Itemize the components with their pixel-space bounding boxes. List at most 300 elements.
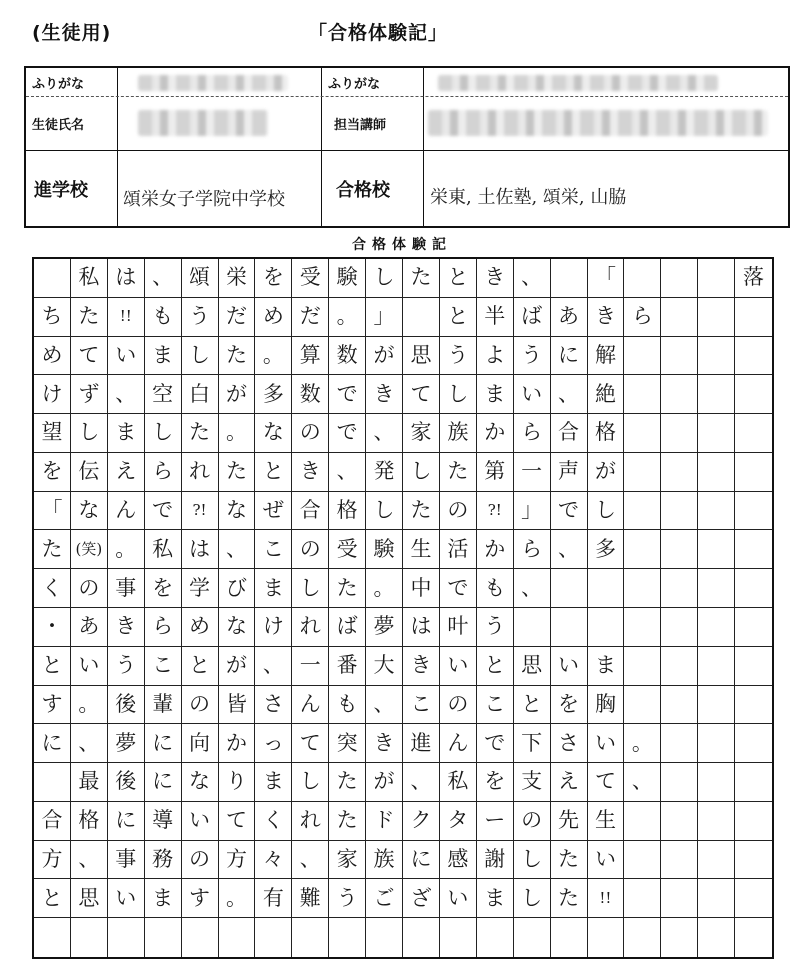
grid-cell: ぜ (255, 492, 292, 531)
grid-cell: 声 (551, 453, 588, 492)
grid-cell: と (34, 879, 71, 918)
grid-cell: と (34, 647, 71, 686)
grid-cell: に (403, 841, 440, 880)
grid-cell: う (514, 337, 551, 376)
grid-cell: は (403, 608, 440, 647)
grid-cell (698, 686, 735, 725)
grid-cell: ば (514, 298, 551, 337)
grid-cell: 伝 (71, 453, 108, 492)
grid-cell: に (108, 802, 145, 841)
grid-cell: 活 (440, 530, 477, 569)
grid-cell: 、 (71, 724, 108, 763)
grid-cell: 発 (366, 453, 403, 492)
grid-cell: 。 (71, 686, 108, 725)
grid-cell (366, 918, 403, 957)
grid-cell (698, 414, 735, 453)
grid-cell (514, 608, 551, 647)
grid-cell: と (440, 259, 477, 298)
manuscript-grid (32, 257, 774, 959)
grid-cell: が (366, 763, 403, 802)
divider (117, 68, 118, 226)
grid-cell: 受 (292, 259, 329, 298)
grid-cell: が (219, 375, 256, 414)
grid-cell: 方 (219, 841, 256, 880)
grid-cell (735, 298, 772, 337)
grid-cell: 受 (329, 530, 366, 569)
grid-cell: し (366, 492, 403, 531)
grid-cell: ・ (34, 608, 71, 647)
grid-cell: か (477, 414, 514, 453)
grid-cell: て (292, 724, 329, 763)
grid-cell: で (477, 724, 514, 763)
grid-cell (698, 763, 735, 802)
grid-cell: と (440, 298, 477, 337)
grid-cell: 。 (219, 879, 256, 918)
grid-cell (698, 375, 735, 414)
grid-cell (661, 763, 698, 802)
grid-cell: 生 (403, 530, 440, 569)
grid-cell: か (219, 724, 256, 763)
grid-cell: 有 (255, 879, 292, 918)
grid-cell (698, 608, 735, 647)
grid-cell: 事 (108, 841, 145, 880)
grid-cell (698, 879, 735, 918)
grid-cell: き (292, 453, 329, 492)
grid-cell: 族 (440, 414, 477, 453)
grid-cell: き (108, 608, 145, 647)
grid-cell: し (514, 879, 551, 918)
grid-cell (329, 918, 366, 957)
grid-cell: 。 (219, 414, 256, 453)
grid-cell (735, 647, 772, 686)
grid-cell: ま (145, 879, 182, 918)
grid-cell (735, 608, 772, 647)
grid-cell: 番 (329, 647, 366, 686)
grid-cell: を (551, 686, 588, 725)
grid-cell: の (440, 492, 477, 531)
grid-cell: ん (108, 492, 145, 531)
grid-cell: 数 (292, 375, 329, 414)
grid-cell: ま (477, 375, 514, 414)
grid-cell: 多 (255, 375, 292, 414)
grid-cell (624, 569, 661, 608)
grid-cell (34, 259, 71, 298)
grid-cell: に (34, 724, 71, 763)
grid-cell: し (440, 375, 477, 414)
grid-cell: は (108, 259, 145, 298)
grid-cell: め (34, 337, 71, 376)
grid-cell: て (71, 337, 108, 376)
grid-cell: か (477, 530, 514, 569)
grid-cell (661, 879, 698, 918)
grid-cell: て (219, 802, 256, 841)
grid-cell: 事 (108, 569, 145, 608)
grid-cell: 格 (588, 414, 625, 453)
grid-cell: こ (477, 686, 514, 725)
grid-cell: こ (145, 647, 182, 686)
grid-cell: え (551, 763, 588, 802)
grid-cell: い (588, 724, 625, 763)
grid-cell: 夢 (366, 608, 403, 647)
grid-cell: 験 (329, 259, 366, 298)
grid-cell: 、 (514, 569, 551, 608)
grid-cell (735, 453, 772, 492)
grid-cell: 」 (366, 298, 403, 337)
grid-cell: 、 (403, 763, 440, 802)
grid-cell (588, 608, 625, 647)
grid-cell: に (145, 763, 182, 802)
grid-cell (551, 259, 588, 298)
grid-cell: も (477, 569, 514, 608)
divider (321, 68, 322, 226)
grid-cell (735, 414, 772, 453)
grid-cell (34, 918, 71, 957)
grid-cell: 算 (292, 337, 329, 376)
grid-cell: 族 (366, 841, 403, 880)
grid-cell: も (145, 298, 182, 337)
grid-cell: 、 (514, 259, 551, 298)
grid-cell (735, 802, 772, 841)
grid-cell (735, 879, 772, 918)
grid-cell: 落 (735, 259, 772, 298)
grid-cell (735, 763, 772, 802)
grid-cell: 下 (514, 724, 551, 763)
grid-cell: し (71, 414, 108, 453)
grid-cell: い (588, 841, 625, 880)
grid-cell (182, 918, 219, 957)
grid-cell: さ (255, 686, 292, 725)
grid-cell: 中 (403, 569, 440, 608)
grid-cell: 合 (292, 492, 329, 531)
redacted-teacher-furigana (438, 75, 718, 91)
grid-cell (71, 918, 108, 957)
grid-cell: こ (255, 530, 292, 569)
grid-cell (735, 724, 772, 763)
grid-cell: し (292, 569, 329, 608)
grid-cell (735, 530, 772, 569)
grid-cell (661, 841, 698, 880)
grid-cell: た (182, 414, 219, 453)
grid-cell: た (329, 763, 366, 802)
grid-cell: 合 (34, 802, 71, 841)
grid-cell: 難 (292, 879, 329, 918)
grid-cell: け (34, 375, 71, 414)
grid-cell: く (34, 569, 71, 608)
grid-cell: ち (34, 298, 71, 337)
grid-cell: た (551, 879, 588, 918)
grid-cell: が (219, 647, 256, 686)
grid-cell: に (145, 724, 182, 763)
grid-cell: き (366, 375, 403, 414)
grid-cell (551, 608, 588, 647)
grid-cell: き (403, 647, 440, 686)
grid-cell (624, 647, 661, 686)
grid-cell: し (514, 841, 551, 880)
student-name-label: 生徒氏名 (32, 117, 85, 133)
grid-cell (624, 841, 661, 880)
grid-cell: 一 (514, 453, 551, 492)
grid-cell (698, 298, 735, 337)
document-title: 「合格体験記」 (308, 22, 449, 44)
grid-cell: 、 (108, 375, 145, 414)
grid-cell: し (366, 259, 403, 298)
furigana-label: ふりがな (32, 76, 85, 92)
grid-cell: ま (477, 879, 514, 918)
grid-cell: 白 (182, 375, 219, 414)
grid-cell (735, 686, 772, 725)
grid-cell: と (255, 453, 292, 492)
grid-cell: 務 (145, 841, 182, 880)
grid-cell: 後 (108, 686, 145, 725)
grid-cell: ド (366, 802, 403, 841)
grid-cell: 格 (71, 802, 108, 841)
grid-cell: て (588, 763, 625, 802)
grid-cell: よ (477, 337, 514, 376)
grid-cell: タ (440, 802, 477, 841)
grid-cell: 私 (440, 763, 477, 802)
grid-cell: 先 (551, 802, 588, 841)
teacher-label: 担当講師 (334, 117, 387, 133)
grid-cell: な (182, 763, 219, 802)
grid-cell (661, 647, 698, 686)
grid-cell (624, 802, 661, 841)
grid-cell: 思 (403, 337, 440, 376)
grid-cell: ご (366, 879, 403, 918)
grid-cell: 絶 (588, 375, 625, 414)
grid-cell: て (403, 375, 440, 414)
grid-cell: 、 (71, 841, 108, 880)
grid-cell (698, 724, 735, 763)
grid-cell: 、 (329, 453, 366, 492)
grid-cell: き (366, 724, 403, 763)
grid-cell: 生 (588, 802, 625, 841)
grid-cell: び (219, 569, 256, 608)
grid-cell: は (182, 530, 219, 569)
grid-cell: で (145, 492, 182, 531)
grid-cell: 私 (145, 530, 182, 569)
grid-cell (292, 918, 329, 957)
grid-cell: め (255, 298, 292, 337)
grid-cell: す (34, 686, 71, 725)
grid-cell: た (403, 259, 440, 298)
grid-cell (735, 569, 772, 608)
grid-cell: 方 (34, 841, 71, 880)
grid-cell: 望 (34, 414, 71, 453)
grid-cell (735, 841, 772, 880)
grid-cell: 合 (551, 414, 588, 453)
grid-cell (735, 375, 772, 414)
grid-cell (551, 918, 588, 957)
grid-cell: ら (145, 608, 182, 647)
grid-cell: し (403, 453, 440, 492)
grid-cell: の (292, 414, 329, 453)
grid-cell: た (71, 298, 108, 337)
grid-cell: な (71, 492, 108, 531)
grid-cell (661, 453, 698, 492)
grid-cell: 、 (551, 375, 588, 414)
grid-cell: 突 (329, 724, 366, 763)
grid-cell (661, 259, 698, 298)
grid-cell: れ (182, 453, 219, 492)
grid-cell: い (440, 647, 477, 686)
grid-cell (588, 918, 625, 957)
grid-cell: 、 (292, 841, 329, 880)
grid-cell (698, 647, 735, 686)
grid-cell (624, 879, 661, 918)
redacted-student-name (138, 110, 268, 136)
redacted-teacher-name (428, 110, 768, 136)
grid-cell: た (440, 453, 477, 492)
grid-cell: し (182, 337, 219, 376)
grid-cell: ら (514, 414, 551, 453)
grid-cell (624, 337, 661, 376)
grid-cell: れ (292, 802, 329, 841)
grid-cell: い (108, 337, 145, 376)
grid-cell (661, 298, 698, 337)
grid-cell (588, 569, 625, 608)
grid-cell: 験 (366, 530, 403, 569)
grid-cell: た (329, 802, 366, 841)
grid-cell (624, 492, 661, 531)
grid-cell: !! (588, 879, 625, 918)
grid-cell: と (514, 686, 551, 725)
grid-cell (661, 569, 698, 608)
grid-cell: す (182, 879, 219, 918)
grid-cell: い (71, 647, 108, 686)
grid-cell: う (477, 608, 514, 647)
grid-cell (661, 414, 698, 453)
grid-cell: ら (145, 453, 182, 492)
grid-cell: し (145, 414, 182, 453)
grid-cell: 、 (145, 259, 182, 298)
grid-cell: 半 (477, 298, 514, 337)
grid-cell: な (219, 492, 256, 531)
grid-cell (624, 686, 661, 725)
grid-cell (403, 298, 440, 337)
grid-cell: ま (255, 569, 292, 608)
grid-cell (624, 608, 661, 647)
grid-cell: こ (403, 686, 440, 725)
grid-cell (735, 918, 772, 957)
grid-cell: 学 (182, 569, 219, 608)
grid-cell: ク (403, 802, 440, 841)
grid-cell: 、 (624, 763, 661, 802)
grid-cell: だ (292, 298, 329, 337)
grid-cell: ら (624, 298, 661, 337)
grid-cell (698, 569, 735, 608)
grid-cell: 思 (514, 647, 551, 686)
grid-cell: 胸 (588, 686, 625, 725)
grid-cell: だ (219, 298, 256, 337)
grid-cell: を (477, 763, 514, 802)
grid-cell: う (182, 298, 219, 337)
grid-cell (624, 530, 661, 569)
grid-cell: 」 (514, 492, 551, 531)
grid-cell (735, 337, 772, 376)
grid-cell: 栄 (219, 259, 256, 298)
grid-cell: ま (145, 337, 182, 376)
school-label: 進学校 (34, 180, 88, 201)
grid-cell (624, 259, 661, 298)
grid-cell: 謝 (477, 841, 514, 880)
grid-cell (698, 802, 735, 841)
grid-cell: 多 (588, 530, 625, 569)
grid-cell: に (551, 337, 588, 376)
grid-cell: 。 (624, 724, 661, 763)
grid-cell: 後 (108, 763, 145, 802)
grid-cell (698, 259, 735, 298)
grid-cell: た (403, 492, 440, 531)
grid-cell: 最 (71, 763, 108, 802)
grid-cell (661, 686, 698, 725)
grid-cell: 、 (366, 686, 403, 725)
grid-cell: ら (514, 530, 551, 569)
grid-cell: 、 (366, 414, 403, 453)
grid-cell: を (145, 569, 182, 608)
grid-cell: ー (477, 802, 514, 841)
grid-cell: 解 (588, 337, 625, 376)
grid-cell: 家 (403, 414, 440, 453)
grid-cell: た (219, 453, 256, 492)
grid-cell (624, 375, 661, 414)
grid-cell: 。 (255, 337, 292, 376)
grid-cell: い (514, 375, 551, 414)
divider (423, 68, 424, 226)
grid-cell: 空 (145, 375, 182, 414)
grid-cell: ず (71, 375, 108, 414)
grid-cell: が (588, 453, 625, 492)
grid-cell: の (514, 802, 551, 841)
grid-cell (219, 918, 256, 957)
grid-cell: と (182, 647, 219, 686)
grid-cell (255, 918, 292, 957)
grid-cell: い (108, 879, 145, 918)
grid-cell: ま (108, 414, 145, 453)
grid-cell: な (219, 608, 256, 647)
grid-cell: 輩 (145, 686, 182, 725)
grid-cell: 数 (329, 337, 366, 376)
grid-cell: 私 (71, 259, 108, 298)
grid-cell: 、 (551, 530, 588, 569)
grid-cell: で (551, 492, 588, 531)
grid-cell (698, 530, 735, 569)
grid-cell: た (219, 337, 256, 376)
grid-cell: 思 (71, 879, 108, 918)
grid-cell (514, 918, 551, 957)
grid-cell: 皆 (219, 686, 256, 725)
grid-cell (698, 453, 735, 492)
grid-cell (661, 337, 698, 376)
grid-cell: き (588, 298, 625, 337)
grid-cell: う (108, 647, 145, 686)
grid-cell: 「 (34, 492, 71, 531)
grid-cell: 。 (329, 298, 366, 337)
grid-cell: め (182, 608, 219, 647)
grid-cell (735, 492, 772, 531)
grid-cell: た (329, 569, 366, 608)
redacted-student-furigana (138, 75, 288, 91)
grid-cell: た (34, 530, 71, 569)
grid-cell: あ (71, 608, 108, 647)
teacher-furigana-label: ふりがな (328, 76, 381, 92)
grid-cell (661, 375, 698, 414)
grid-cell: の (440, 686, 477, 725)
grid-cell: 頌 (182, 259, 219, 298)
grid-cell (698, 841, 735, 880)
grid-cell: 進 (403, 724, 440, 763)
grid-cell: え (108, 453, 145, 492)
grid-cell (661, 492, 698, 531)
